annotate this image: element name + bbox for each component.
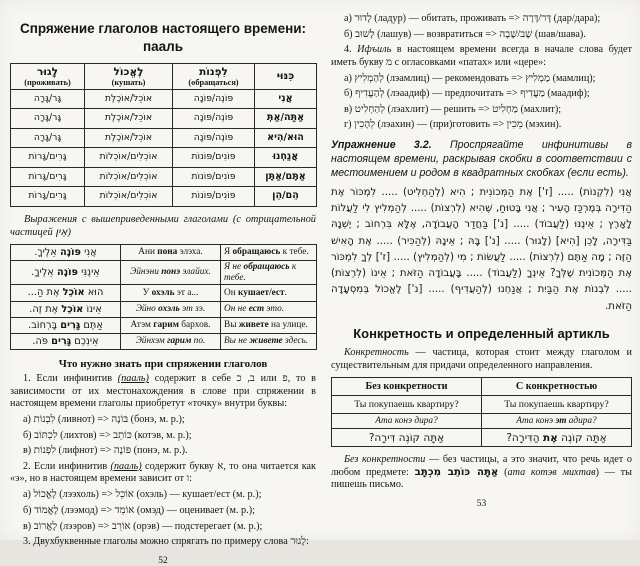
without-concreteness-paragraph: Без конкретности — без частицы, а это значит, что речь идет о любом предмете: אַתָּה כּוֹתֵב מִכְתָּב (ата котэв михтав) — ты пишешь письмо.: [331, 454, 632, 491]
et-particle: эт: [555, 416, 567, 427]
cell-pronoun: אַתָּה/אַתְּ: [255, 109, 317, 129]
cell-hebrew: אַתָּה קוֹנֶה דִּירָה?: [332, 429, 482, 447]
cell-pronoun: אֲנִי: [255, 89, 317, 109]
cell-verb: פּוֹנֶה/פּוֹנָה: [173, 89, 255, 109]
exercise-3-2: [331, 139, 632, 180]
expression-row: [11, 301, 317, 317]
cell-transliteration: Эйнэни понэ элайих.: [121, 261, 221, 285]
cell-russian: Вы живете на улице.: [221, 317, 317, 333]
paal-term: (пааль): [117, 373, 149, 385]
rule-1-item-b: б) לִכְתּוֹב (лихтов) => כּוֹתֵב (котэв, м. р.);: [23, 429, 192, 441]
cell-hebrew: אֵינֶנִּי פּוֹנֶה אֵלֶיךָ.: [11, 261, 121, 285]
cell-russian: Он не ест это.: [221, 301, 317, 317]
intro-text: Выражения с вышеприведенными глаголами (с отрицательной частицей: [10, 213, 316, 238]
header-with-concreteness: С конкретностью: [482, 378, 632, 396]
exercise-label: Упражнение 3.2.: [331, 139, 432, 152]
cell-transliteration: Ата конэ дира?: [332, 414, 482, 429]
cell-verb: פּוֹנֶה/פּוֹנָה: [173, 109, 255, 129]
rule-1-paragraph: 1. Если инфинитив (пааль) содержит в себе ב, כ или פ, то в зависимости от их местонахождения в слове при спряжении в настоящем времени глаголы приобретут «точку» внутри буквы:: [10, 373, 316, 410]
rule-3-item-a: а) לָדוּר (ладур) — обитать, проживать => דָּר/דָּרָה (дар/дара);: [344, 13, 601, 24]
rule-3-item-b: б) לָשׁוּב (лашув) — возвратиться => שָׁב/שָׁבָה (шав/шава).: [344, 28, 586, 40]
cell-transliteration: Эйно охэль эт зэ.: [121, 301, 221, 317]
cell-verb: פּוֹנֶה/פּוֹנָה: [173, 128, 255, 148]
expressions-table: [10, 244, 317, 350]
cell-hebrew: אַתָּה קוֹנֶה אֶת הַדִּירָה?: [482, 429, 632, 447]
cell-verb: פּוֹנִים/פּוֹנוֹת: [173, 187, 255, 207]
cell-verb: אוֹכֵל/אוֹכֶלֶת: [85, 128, 173, 148]
expressions-intro: [10, 213, 316, 239]
header-without-concreteness: Без конкретности: [332, 378, 482, 396]
cell-verb: גָּר/גָּרָה: [11, 128, 85, 148]
cell-russian: Ты покупаешь квартиру?: [332, 396, 482, 414]
cell-transliteration: Ани пона элэха.: [121, 244, 221, 260]
cell-pronoun: הוּא/הִיא: [255, 128, 317, 148]
cell-russian: Я обращаюсь к тебе.: [221, 244, 317, 260]
rule-4-paragraph: 4. Ифъиль в настоящем времени всегда в начале слова будет иметь букву מ с огласовками «патах» или «цере»:: [331, 44, 633, 68]
cell-transliteration: Атэм гарим бархов.: [121, 317, 221, 333]
table-row: [11, 89, 317, 109]
header-leehol: לֶאֱכוֹל (кушать): [85, 63, 173, 89]
concreteness-heading: Конкретность и определенный артикль: [353, 326, 610, 342]
concreteness-table: [331, 377, 632, 447]
conjugation-header-row: [11, 63, 317, 89]
cell-verb: אוֹכְלִים/אוֹכְלוֹת: [85, 148, 173, 168]
rule-4-item-g: г) לְהָכִין (лэахин) — (при)готовить => מֵכִין (мэхин).: [344, 119, 562, 131]
cell-transliteration: У охэль эт а...: [121, 285, 221, 301]
right-page: [331, 0, 632, 540]
intro-text-end: ): [67, 226, 71, 238]
cell-pronoun: אַתֶּם/אַתֶּן: [255, 167, 317, 187]
cell-verb: אוֹכֵל/אוֹכֶלֶת: [85, 89, 173, 109]
expression-row: [11, 261, 317, 285]
expression-row: [11, 317, 317, 333]
cell-hebrew: אֵינְכֶם גָּרִים פֹּה.: [11, 333, 121, 349]
rule-2-paragraph: 2. Если инфинитив (пааль) содержит букву א, то она читается как «э», но в настоящем времени зависит от ו:: [10, 460, 316, 485]
page-title-line2: пааль: [142, 38, 184, 54]
cell-verb: אוֹכֵל/אוֹכֶלֶת: [85, 109, 173, 129]
et-particle-hebrew: אֶת: [542, 431, 558, 444]
hebrew-example: אַתָּה כּוֹתֵב מִכְתָּב: [414, 466, 499, 478]
without-concreteness-term: Без конкретности: [344, 454, 426, 466]
rule-2-item-b: б) לֶאֱמוֹד (лээмод) => אוֹמֵד (омэд) — оценивает (м. р.);: [23, 504, 255, 516]
cell-verb: אוֹכְלִים/אוֹכְלוֹת: [85, 167, 173, 187]
table-row: [11, 109, 317, 129]
cell-hebrew: אֵינוֹ אוֹכֵל אֶת זֶה.: [11, 301, 121, 317]
page-title-line1: Спряжение глаголов настоящего времени:: [19, 21, 307, 36]
conjugation-table: [10, 63, 317, 207]
cell-hebrew: אַתֶּם גָּרִים בָּרְחוֹב.: [11, 317, 121, 333]
cell-transliteration: Эйнхэм гарим по.: [121, 333, 221, 349]
hebrew-ein-particle: אֵין: [55, 225, 68, 238]
cell-russian: Я не обращаюсь к тебе.: [221, 261, 317, 285]
section-heading: Что нужно знать при спряжении глаголов: [58, 358, 268, 371]
rule-4-item-a: а) לְהַמְלִיץ (лэамлиц) — рекомендовать => מַמְלִיץ (мамлиц);: [344, 72, 596, 84]
cell-verb: גָּר/גָּרָה: [11, 89, 85, 109]
cell-verb: פּוֹנִים/פּוֹנוֹת: [173, 167, 255, 187]
rule-1-item-a: а) לִבְנוֹת (ливнот) => בּוֹנֶה (бонэ, м. р.);: [23, 414, 185, 426]
page-title: [10, 20, 316, 56]
cell-pronoun: אֲנַחְנוּ: [255, 148, 317, 168]
table-row: [11, 128, 317, 148]
page-number-right: 53: [476, 498, 487, 509]
cell-pronoun: הֵם/הֵן: [255, 187, 317, 207]
cell-transliteration: Ата конэ эт адира?: [482, 414, 632, 429]
rule-1-item-v: в) לִפְנוֹת (лифнот) => פּוֹנֶה (понэ, м. р.).: [23, 445, 188, 457]
paal-term: (пааль): [110, 460, 142, 472]
cell-verb: אוֹכְלִים/אוֹכְלוֹת: [85, 187, 173, 207]
cell-russian: Вы не живете здесь.: [221, 333, 317, 349]
cell-verb: פּוֹנִים/פּוֹנוֹת: [173, 148, 255, 168]
cell-verb: גָּרִים/גָּרוֹת: [11, 187, 85, 207]
expression-row: [11, 333, 317, 349]
concreteness-intro: Конкретность — частица, которая стоит между глаголом и существительным для придачи определенного направления.: [331, 347, 632, 371]
cell-russian: Он кушает/ест.: [221, 285, 317, 301]
left-page: [10, 0, 316, 566]
expression-row: [11, 244, 317, 260]
expression-row: [11, 285, 317, 301]
rule-4-item-v: в) לְהַחְלִיט (лэахлит) — решить => מַחְלִיט (махлит);: [344, 103, 562, 115]
cell-verb: גָּרִים/גָּרוֹת: [11, 167, 85, 187]
table-row: [332, 414, 632, 429]
page-number-left: 52: [158, 555, 168, 566]
rule-3-examples: [331, 13, 632, 41]
table-row: [11, 148, 317, 168]
header-lagur: לָגוּר (проживать): [11, 63, 85, 89]
table-row: [332, 396, 632, 414]
table-row: [11, 167, 317, 187]
concreteness-term: Конкретность: [344, 347, 409, 359]
hebrew-exercise-text: אֲנִי (לִקְנוֹת) ..... [ז'] אֶת הַמְּכוֹנִית ; הִיא (לְהַחְלִיט) ..... לִמְכּוֹר אֶת הַדִּירָה בְּמֶרְכַּז הָעִיר ; אֲנִי בָּטוּחַ, שֶׁהִיא (לִרְצוֹת) ..... לְהַמְלִיץ לִי לַעֲלוֹת לָאָרֶץ ; אֵינֶנּוּ (לַעֲבוֹד) ..... [נ'] בַּחֲדַר הָעֲבוֹדָה, אֶלָּא בִּרְחוֹב ; יֶשְׁנָהּ בַּדִּירָה, לָכֵן [הִיא] (לָגוּר) ..... [נ'] בָּהּ ; אֵינָהּ (לְהַכִּיר) ..... אֶת הָאִישׁ הַזֶּה ; מָה אַתֶּם (לִרְצוֹת) ..... לַעֲשׂוֹת ; מִי (לְהַמְלִיץ) ..... [ז'] לְךָ לִמְכּוֹר אֶת הַמְּכוֹנִית שֶׁלְּךָ? אֵינְךָ (לַעֲבוֹד) ..... בָּעֲבוֹדָה הַזֹּאת ; אֵינוֹ (לִרְצוֹת) ..... לִבְנוֹת אֶת הַבַּיִת ; אֲנַחְנוּ (לְהַעֲדִיף) ..... [נ'] לֶאֱכוֹל בְּמִסְעָדָה הַזֹּאת.: [331, 186, 632, 312]
header-kinuy: כִּנּוּי: [255, 63, 317, 89]
table-row: [332, 429, 632, 447]
example-transliteration: ата котэв михтав: [507, 466, 596, 478]
ifil-term: Ифъиль: [357, 44, 392, 56]
table-row: [11, 187, 317, 207]
cell-hebrew: הוּא אוֹכֵל אֶת הַ...: [11, 285, 121, 301]
rule-2-item-v: в) לֶאֱרוֹב (лээров) => אוֹרֵב (орэв) — подстерегает (м. р.);: [23, 520, 263, 532]
cell-hebrew: אֲנִי פּוֹנֶה אֵלֶיךָ.: [11, 244, 121, 260]
rule-3-paragraph: 3. Двухбуквенные глаголы можно спрягать по примеру слова לָגוּר:: [23, 536, 309, 548]
rule-2-item-a: а) לֶאֱכוֹל (лээхоль) => אוֹכֵל (охэль) — кушает/ест (м. р.);: [23, 489, 262, 501]
cell-verb: גָּר/גָּרָה: [11, 109, 85, 129]
rule-4-item-b: б) לְהַעֲדִיף (лэаадиф) — предпочитать => מַעֲדִיף (маадиф);: [344, 88, 590, 100]
header-lifnot: לִפְנוֹת (обращаться): [173, 63, 255, 89]
exercise-instructions: Проспрягайте инфинитивы в настоящем времени, раскрывая скобки в соответствии с местоимением и родом в квадратных скобках (если есть).: [331, 139, 632, 179]
cell-russian: Ты покупаешь квартиру?: [482, 396, 632, 414]
concreteness-header-row: [332, 378, 632, 396]
cell-verb: גָּרִים/גָּרוֹת: [11, 148, 85, 168]
